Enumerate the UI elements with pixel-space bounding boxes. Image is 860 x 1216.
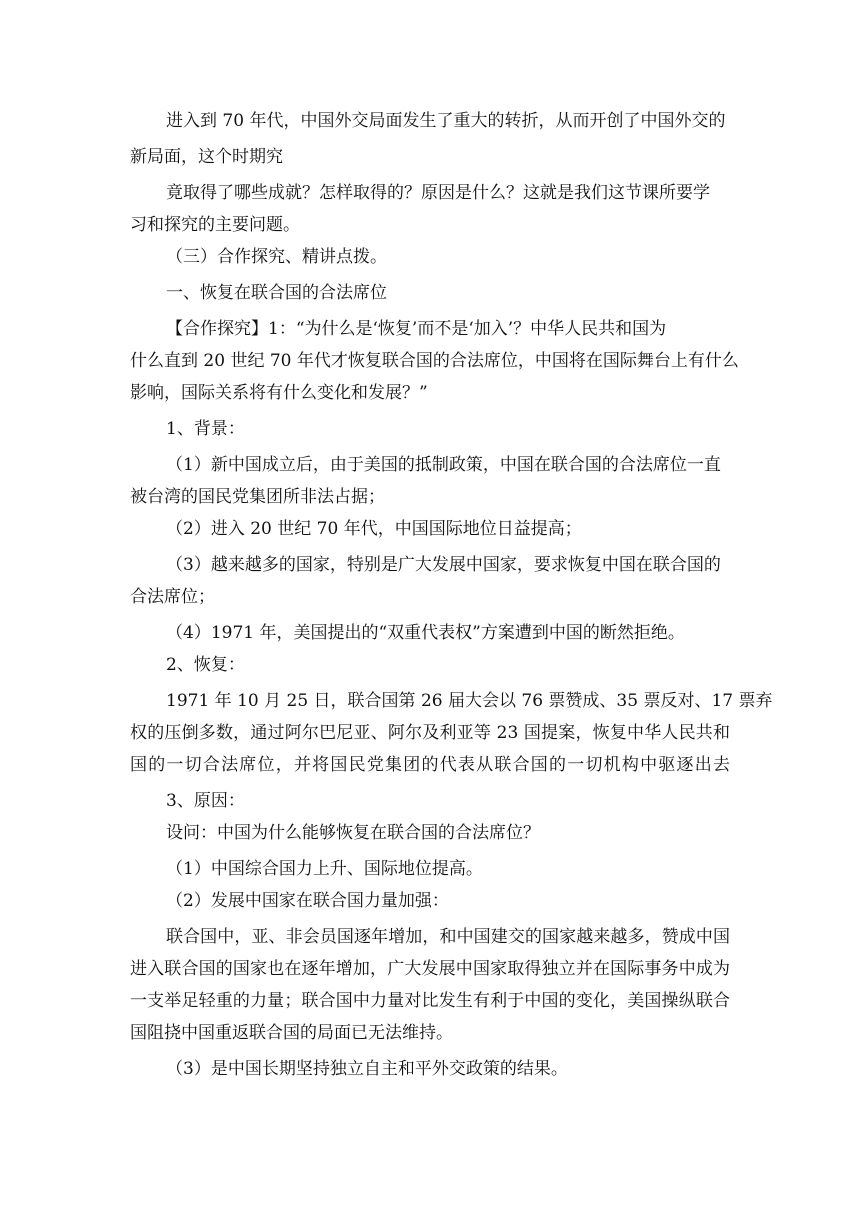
paragraph-line: 进入联合国的国家也在逐年增加，广大发展中国家取得独立并在国际事务中成为 — [130, 959, 730, 979]
list-item: （2）发展中国家在联合国力量加强： — [166, 891, 449, 911]
paragraph-line: 权的压倒多数，通过阿尔巴尼亚、阿尔及利亚等 23 国提案，恢复中华人民共和 — [130, 723, 730, 743]
list-item: （1）中国综合国力上升、国际地位提高。 — [166, 859, 483, 879]
section-heading: 3、原因： — [166, 791, 245, 811]
section-heading: 一、恢复在联合国的合法席位 — [166, 283, 387, 303]
list-item: （2）进入 20 世纪 70 年代，中国国际地位日益提高； — [166, 519, 582, 539]
list-item: （1）新中国成立后，由于美国的抵制政策，中国在联合国的合法席位一直 — [166, 455, 721, 475]
paragraph-line: 一支举足轻重的力量；联合国中力量对比发生有利于中国的变化，美国操纵联合 — [130, 991, 730, 1011]
paragraph-line: 【合作探究】1：“为什么是‘恢复’而不是‘加入’？中华人民共和国为 — [166, 319, 667, 339]
list-item: 合法席位； — [130, 587, 215, 607]
section-heading: 2、恢复： — [166, 655, 245, 675]
paragraph-line: 设问：中国为什么能够恢复在联合国的合法席位？ — [166, 823, 540, 843]
paragraph-line: 竟取得了哪些成就？怎样取得的？原因是什么？这就是我们这节课所要学 — [166, 183, 710, 203]
list-item: （4）1971 年，美国提出的“双重代表权”方案遭到中国的断然拒绝。 — [166, 623, 685, 643]
list-item: （3）越来越多的国家，特别是广大发展中国家，要求恢复中国在联合国的 — [166, 555, 721, 575]
section-heading: （三）合作探究、精讲点拨。 — [166, 247, 387, 267]
paragraph-line: 习和探究的主要问题。 — [130, 215, 300, 235]
paragraph-line: 什么直到 20 世纪 70 年代才恢复联合国的合法席位，中国将在国际舞台上有什么 — [130, 351, 739, 371]
paragraph-line: 联合国中，亚、非会员国逐年增加，和中国建交的国家越来越多，赞成中国 — [166, 927, 730, 947]
paragraph-line: 新局面，这个时期究 — [130, 147, 283, 167]
list-item: 被台湾的国民党集团所非法占据； — [130, 487, 385, 507]
section-heading: 1、背景： — [166, 419, 245, 439]
list-item: （3）是中国长期坚持独立自主和平外交政策的结果。 — [166, 1059, 568, 1079]
paragraph-line: 进入到 70 年代，中国外交局面发生了重大的转折，从而开创了中国外交的 — [166, 111, 726, 131]
paragraph-line: 国阻挠中国重返联合国的局面已无法维持。 — [130, 1023, 453, 1043]
paragraph-line: 1971 年 10 月 25 日，联合国第 26 届大会以 76 票赞成、35 票反对、17 票弃 — [166, 691, 773, 711]
paragraph-line: 国的一切合法席位，并将国民党集团的代表从联合国的一切机构中驱逐出去 — [130, 755, 730, 775]
paragraph-line: 影响，国际关系将有什么变化和发展？” — [130, 383, 428, 403]
